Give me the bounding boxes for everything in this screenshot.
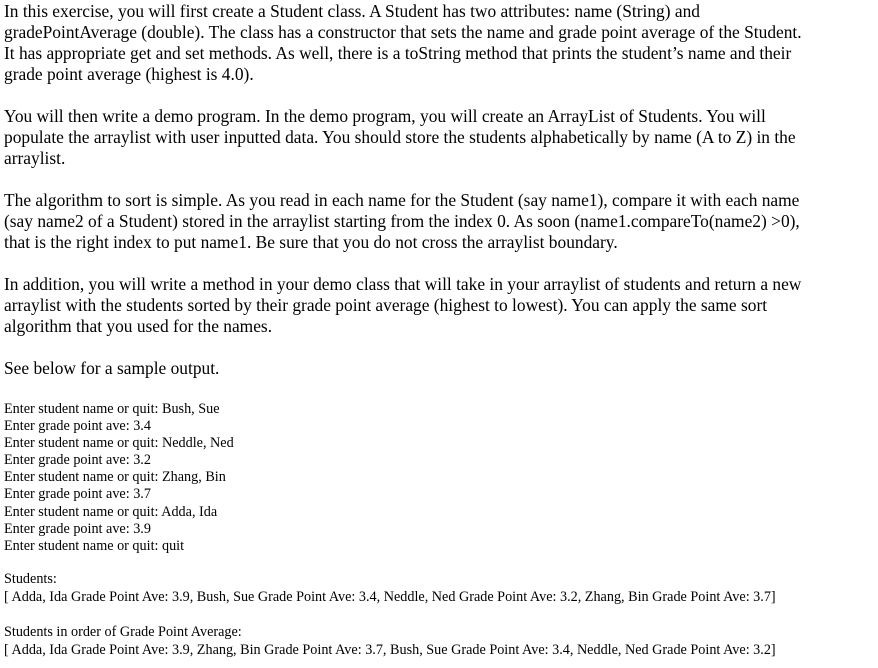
paragraph-sample-intro [4,358,219,379]
text-line: populate the arraylist with user inputted data. You should store the students alphabetically by name (A to Z) in the [4,127,796,147]
sample-line: Enter grade point ave: 3.2 [4,452,151,469]
text-line: In addition, you will write a method in your demo class that will take in your arraylist of students and return a new [4,274,802,294]
sample-line: Enter student name or quit: Bush, Sue [4,401,220,417]
sample-line: Enter grade point ave: 3.7 [4,486,151,503]
gpa-order-heading: Students in order of Grade Point Average: [4,624,242,640]
paragraph-student-class [4,1,802,85]
sample-line: Enter student name or quit: Neddle, Ned [4,435,234,452]
text-line: It has appropriate get and set methods. As well, there is a toString method that prints the student’s name and their [4,43,792,63]
text-line: See below for a sample output. [4,358,220,378]
paragraph-demo-program [4,106,796,169]
text-line: The algorithm to sort is simple. As you read in each name for the Student (say name1), compare it with each name [4,190,800,210]
text-line: algorithm that you used for the names. [4,316,273,336]
sample-line: Enter student name or quit: Adda, Ida [4,503,218,520]
sample-line: Enter student name or quit: quit [4,537,185,554]
sample-line: Enter grade point ave: 3.9 [4,520,151,537]
sample-line: Enter student name or quit: Zhang, Bin [4,469,226,486]
text-line: You will then write a demo program. In the demo program, you will create an ArrayList of Students. You will [4,106,766,126]
text-line: that is the right index to put name1. Be sure that you do not cross the arraylist boundary. [4,232,618,252]
paragraph-gpa-method [4,274,801,337]
text-line: (say name2 of a Student) stored in the arraylist starting from the index 0. As soon (name1.compareTo(name2) >0), [4,211,800,231]
gpa-order-list: [ Adda, Ida Grade Point Ave: 3.9, Zhang, Bin Grade Point Ave: 3.7, Bush, Sue Grade Point Ave: 3.4, Neddle, Ned Grade Point Ave: 3.2] [4,641,776,658]
text-line: arraylist with the students sorted by their grade point average (highest to lowest). You can apply the same sort [4,295,768,315]
text-line: In this exercise, you will first create a Student class. A Student has two attributes: name (String) and [4,1,700,21]
text-line: grade point average (highest is 4.0). [4,64,254,84]
students-output-block [4,571,776,606]
students-heading: Students: [4,571,57,587]
paragraph-sort-algorithm [4,190,800,253]
text-line: gradePointAverage (double). The class has a constructor that sets the name and grade point average of the Student. [4,22,802,42]
students-list: [ Adda, Ida Grade Point Ave: 3.9, Bush, Sue Grade Point Ave: 3.4, Neddle, Ned Grade Point Ave: 3.2, Zhang, Bin Grade Point Ave: 3.7] [4,588,776,605]
gpa-order-output-block [4,624,776,659]
sample-input-block [4,401,234,555]
text-line: arraylist. [4,148,66,168]
sample-line: Enter grade point ave: 3.4 [4,418,151,435]
